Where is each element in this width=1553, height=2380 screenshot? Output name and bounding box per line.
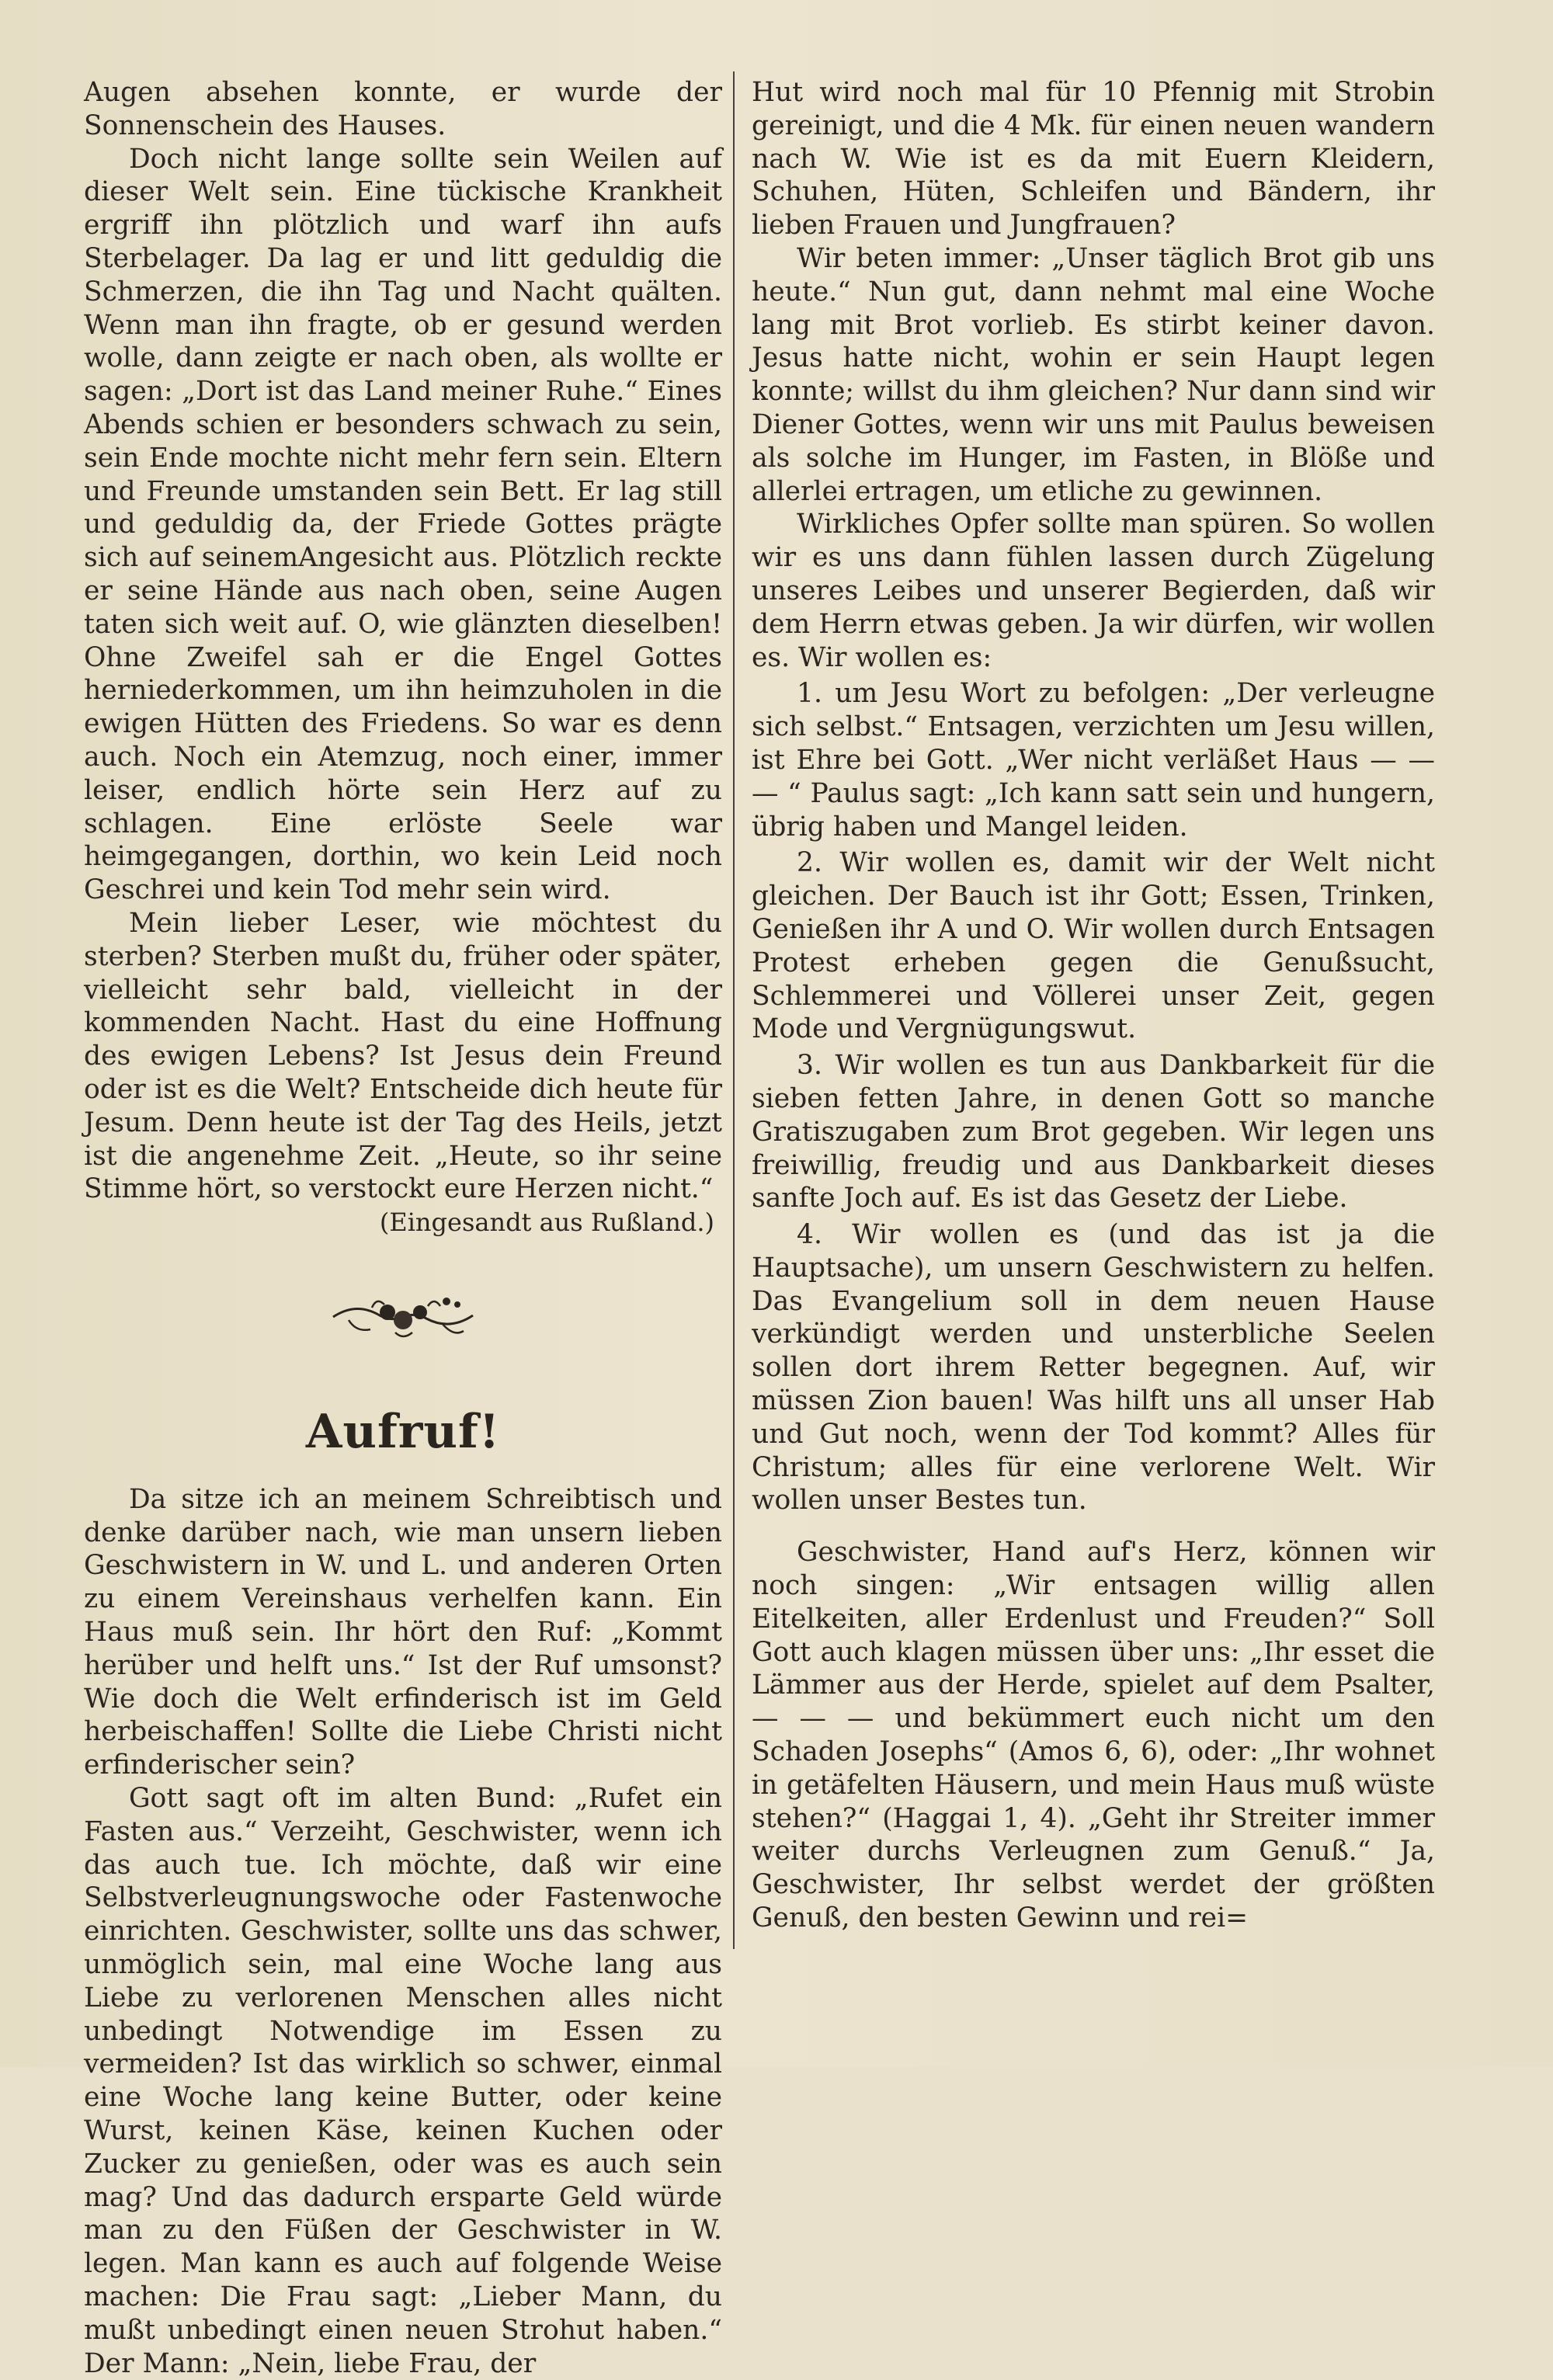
article-title: Aufruf! bbox=[305, 1404, 501, 1459]
paragraph: Gott sagt oft im alten Bund: „Rufet ein Fasten aus.“ Verzeiht, Geschwister, wenn ich das auch tue. Ich möchte, daß wir eine Selbstverleugnungswoche oder Fastenwoche einrichten. Geschwister, sollte uns das schwer, unmöglich sein, mal eine Woche lang aus Liebe zu verlorenen Menschen alles nicht unbedingt Notwendige im Essen zu vermeiden? Ist das wirklich so schwer, einmal eine Woche lang keine Butter, oder keine Wurst, keinen Käse, keinen Kuchen oder Zucker zu genießen, oder was es auch sein mag? Und das dadurch ersparte Geld würde man zu den Füßen der Geschwister in W. legen. Man kann es auch auf folgende Weise machen: Die Frau sagt: „Lieber Mann, du mußt unbedingt einen neuen Strohut haben.“ Der Mann: „Nein, liebe Frau, der bbox=[84, 1783, 722, 2379]
paragraph: Doch nicht lange sollte sein Weilen auf dieser Welt sein. Eine tückische Krankheit ergriff ihn plötzlich und warf ihn aufs Sterbelager. Da lag er und litt geduldig die Schmerzen, die ihn Tag und Nacht quälten. Wenn man ihn fragte, ob er gesund werden wolle, dann zeigte er nach oben, als wollte er sagen: „Dort ist das Land meiner Ruhe.“ Eines Abends schien er besonders schwach zu sein, sein Ende mochte nicht mehr fern sein. Eltern und Freunde umstanden sein Bett. Er lag still und geduldig da, der Friede Gottes prägte sich auf seinemAngesicht aus. Plötzlich reckte er seine Hände aus nach oben, seine Augen taten sich weit auf. O, wie glänzten dieselben! Ohne Zweifel sah er die Engel Gottes herniederkommen, um ihn heimzuholen in die ewigen Hütten des Friedens. So war es denn auch. Noch ein Atemzug, noch einer, immer leiser, endlich hörte sein Herz auf zu schlagen. Eine erlöste Seele war heimgegangen, dorthin, wo kein Leid noch Geschrei und kein Tod mehr sein wird. bbox=[84, 143, 722, 906]
list-item: 3. Wir wollen es tun aus Dankbarkeit für die sieben fetten Jahre, in denen Gott so manche Gratiszugaben zum Brot gegeben. Wir legen uns freiwillig, freudig und aus Dankbarkeit dieses sanfte Joch auf. Es ist das Gesetz der Liebe. bbox=[752, 1050, 1435, 1214]
paragraph: Augen absehen konnte, er wurde der Sonnenschein des Hauses. bbox=[84, 77, 722, 141]
left-column bbox=[84, 76, 722, 2380]
paragraph: Mein lieber Leser, wie möchtest du sterben? Sterben mußt du, früher oder später, vielleicht sehr bald, vielleicht in der kommenden Nacht. Hast du eine Hoffnung des ewigen Lebens? Ist Jesus dein Freund oder ist es die Welt? Entscheide dich heute für Jesum. Denn heute ist der Tag des Heils, jetzt ist die angenehme Zeit. „Heute, so ihr seine Stimme hört, so verstockt eure Herzen nicht.“ bbox=[84, 907, 722, 1205]
signature-line: (Eingesandt aus Rußland.) bbox=[379, 1207, 714, 1238]
list-item: 4. Wir wollen es (und das ist ja die Hauptsache), um unsern Geschwistern zu helfen. Das Evangelium soll in dem neuen Hause verkündigt werden und unsterbliche Seelen sollen dort ihrem Retter begegnen. Auf, wir müssen Zion bauen! Was hilft uns all unser Hab und Gut noch, wenn der Tod kommt? Alles für Christum; alles für eine verlorene Welt. Wir wollen unser Bestes tun. bbox=[752, 1219, 1435, 1517]
paragraph: Da sitze ich an meinem Schreibtisch und denke darüber nach, wie man unsern lieben Geschwistern in W. und L. und anderen Orten zu einem Vereinshaus verhelfen kann. Ein Haus muß sein. Ihr hört den Ruf: „Kommt herüber und helft uns.“ Ist der Ruf umsonst? Wie doch die Welt erfinderisch ist im Geld herbeischaffen! Sollte die Liebe Christi nicht erfinderischer sein? bbox=[84, 1483, 722, 1781]
paragraph: Wirkliches Opfer sollte man spüren. So wollen wir es uns dann fühlen lassen durch Zügelung unseres Leibes und unserer Begierden, daß wir dem Herrn etwas geben. Ja wir dürfen, wir wollen es. Wir wollen es: bbox=[752, 509, 1435, 673]
list-item: 1. um Jesu Wort zu befolgen: „Der verleugne sich selbst.“ Entsagen, verzichten um Jesu willen, ist Ehre bei Gott. „Wer nicht verläßet Haus — — — “ Paulus sagt: „Ich kann satt sein und hungern, übrig haben und Mangel leiden. bbox=[752, 678, 1435, 843]
list-item: 2. Wir wollen es, damit wir der Welt nicht gleichen. Der Bauch ist ihr Gott; Essen, Trinken, Genießen ihr A und O. Wir wollen durch Entsagen Protest erheben gegen die Genußsucht, Schlemmerei und Völlerei unser Zeit, gegen Mode und Vergnügungswut. bbox=[752, 847, 1435, 1045]
floral-ornament bbox=[325, 1286, 481, 1348]
column-divider bbox=[733, 71, 735, 1949]
paragraph: Wir beten immer: „Unser täglich Brot gib uns heute.“ Nun gut, dann nehmt mal eine Woche lang mit Brot vorlieb. Es stirbt keiner davon. Jesus hatte nicht, wohin er sein Haupt legen konnte; willst du ihm gleichen? Nur dann sind wir Diener Gottes, wenn wir uns mit Paulus beweisen als solche im Hunger, im Fasten, in Blöße und allerlei ertragen, um etliche zu gewinnen. bbox=[752, 242, 1435, 507]
paragraph: Geschwister, Hand auf's Herz, können wir noch singen: „Wir entsagen willig allen Eitelkeiten, aller Erdenlust und Freuden?“ Soll Gott auch klagen müssen über uns: „Ihr esset die Lämmer aus der Herde, spielet auf dem Psalter, — — — und bekümmert euch nicht um den Schaden Josephs“ (Amos 6, 6), oder: „Ihr wohnet in getäfelten Häusern, und mein Haus muß wüste stehen?“ (Haggai 1, 4). „Geht ihr Streiter immer weiter durchs Verleugnen zum Genuß.“ Ja, Geschwister, Ihr selbst werdet der größten Genuß, den besten Gewinn und rei= bbox=[752, 1537, 1435, 1934]
paragraph: Hut wird noch mal für 10 Pfennig mit Strobin gereinigt, und die 4 Mk. für einen neuen wandern nach W. Wie ist es da mit Euern Kleidern, Schuhen, Hüten, Schleifen und Bändern, ihr lieben Frauen und Jungfrauen? bbox=[752, 77, 1435, 241]
right-column bbox=[752, 76, 1435, 1935]
